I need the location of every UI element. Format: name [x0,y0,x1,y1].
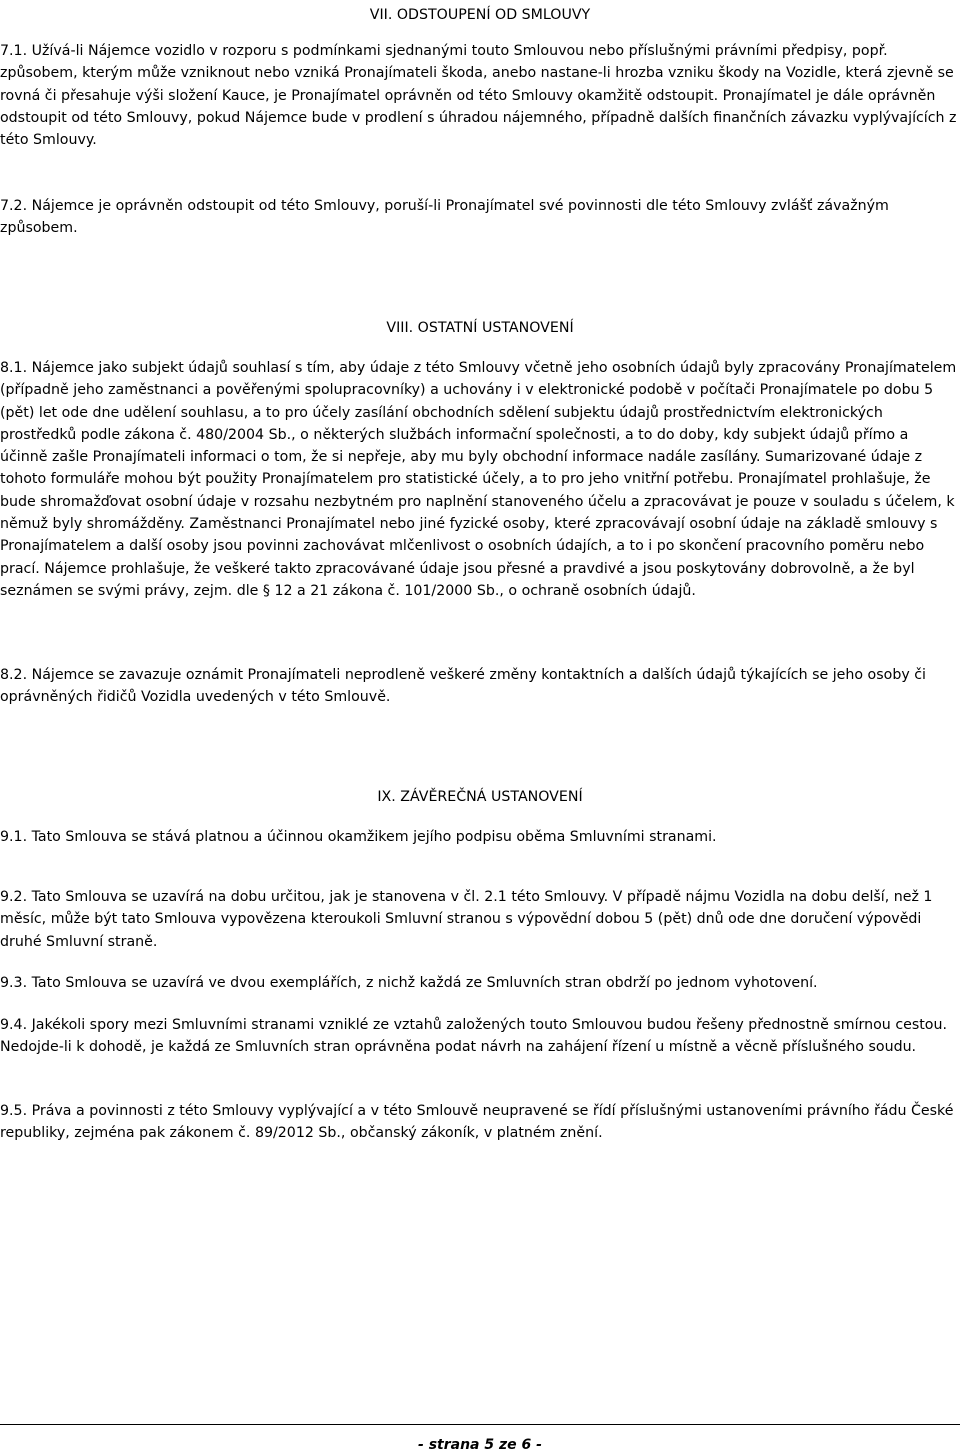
clause-9-1: 9.1. Tato Smlouva se stává platnou a účinnou okamžikem jejího podpisu oběma Smluvními stranami. [0,829,717,845]
clause-8-1: 8.1. Nájemce jako subjekt údajů souhlasí s tím, aby údaje z této Smlouvy včetně jeho osobních údajů byly zpracovány Pronajímatelem (případně jeho zaměstnanci a pověřenými spolupracovníky) a uchovány i v elektronické podobě v počítači Pronajímatele po dobu 5 (pět) let ode dne udělení souhlasu, a to pro účely zasílání obchodních sdělení subjektu údajů prostřednictvím elektronických prostředků podle zákona č. 480/2004 Sb., o některých službách informační společnosti, a to do doby, kdy subjekt údajů přímo a účinně zašle Pronajímateli informaci o tom, že si nepřeje, aby mu byly obchodní informace nadále zasílány. Sumarizované údaje z tohoto formuláře mohou být použity Pronajímatelem pro statistické účely, a to pro jeho vnitřní potřebu. Pronajímatel prohlašuje, že bude shromažďovat osobní údaje v rozsahu nezbytném pro naplnění stanoveného účelu a zpracovávat je pouze v souladu s účelem, k němuž byly shromážděny. Zaměstnanci Pronajímatel nebo jiné fyzické osoby, které zpracovávají osobní údaje na základě smlouvy s Pronajímatelem a další osoby jsou povinni zachovávat mlčenlivost o osobních údajích, a to i po skončení pracovního poměru nebo prací. Nájemce prohlašuje, že veškeré takto zpracovávané údaje jsou přesné a pravdivé a jsou poskytovány dobrovolně, a že byl seznámen se svými právy, zejm. dle § 12 a 21 zákona č. 101/2000 Sb., o ochraně osobních údajů. [0,360,957,599]
section-8-heading: VIII. OSTATNÍ USTANOVENÍ [386,320,574,336]
clause-9-4: 9.4. Jakékoli spory mezi Smluvními stranami vzniklé ze vztahů založených touto Smlouvou budou řešeny přednostně smírnou cestou. Nedojde-li k dohodě, je každá ze Smluvních stran oprávněna podat návrh na zahájení řízení u místně a věcně příslušného soudu. [0,1017,947,1056]
section-9-heading: IX. ZÁVĚREČNÁ USTANOVENÍ [377,789,583,805]
page-number-footer: - strana 5 ze 6 - [418,1437,542,1453]
clause-7-1: 7.1. Užívá-li Nájemce vozidlo v rozporu s podmínkami sjednanými touto Smlouvou nebo příslušnými právními předpisy, popř. způsobem, kterým může vzniknout nebo vzniká Pronajímateli škoda, anebo nastane-li hrozba vzniku škody na Vozidle, která zjevně se rovná či přesahuje výši složení Kauce, je Pronajímatel oprávněn od této Smlouvy okamžitě odstoupit. Pronajímatel je dále oprávněn odstoupit od této Smlouvy, pokud Nájemce bude v prodlení s úhradou nájemného, případně dalších finančních závazku vyplývajících z této Smlouvy. [0,43,957,149]
clause-9-5: 9.5. Práva a povinnosti z této Smlouvy vyplývající a v této Smlouvě neupravené se řídí příslušnými ustanoveními právního řádu České republiky, zejména pak zákonem č. 89/2012 Sb., občanský zákoník, v platném znění. [0,1103,954,1142]
section-7-heading: VII. ODSTOUPENÍ OD SMLOUVY [369,7,591,23]
clause-9-3: 9.3. Tato Smlouva se uzavírá ve dvou exemplářích, z nichž každá ze Smluvních stran obdrží po jednom vyhotovení. [0,975,818,991]
footer-rule [0,1424,960,1425]
clause-7-2: 7.2. Nájemce je oprávněn odstoupit od této Smlouvy, poruší-li Pronajímatel své povinnosti dle této Smlouvy zvlášť závažným způsobem. [0,198,889,237]
clause-8-2: 8.2. Nájemce se zavazuje oznámit Pronajímateli neprodleně veškeré změny kontaktních a dalších údajů týkajících se jeho osoby či oprávněných řidičů Vozidla uvedených v této Smlouvě. [0,667,926,706]
clause-9-2: 9.2. Tato Smlouva se uzavírá na dobu určitou, jak je stanovena v čl. 2.1 této Smlouvy. V případě nájmu Vozidla na dobu delší, než 1 měsíc, může být tato Smlouva vypovězena kteroukoli Smluvní stranou s výpovědní dobou 5 (pět) dnů ode dne doručení výpovědi druhé Smluvní straně. [0,889,933,950]
